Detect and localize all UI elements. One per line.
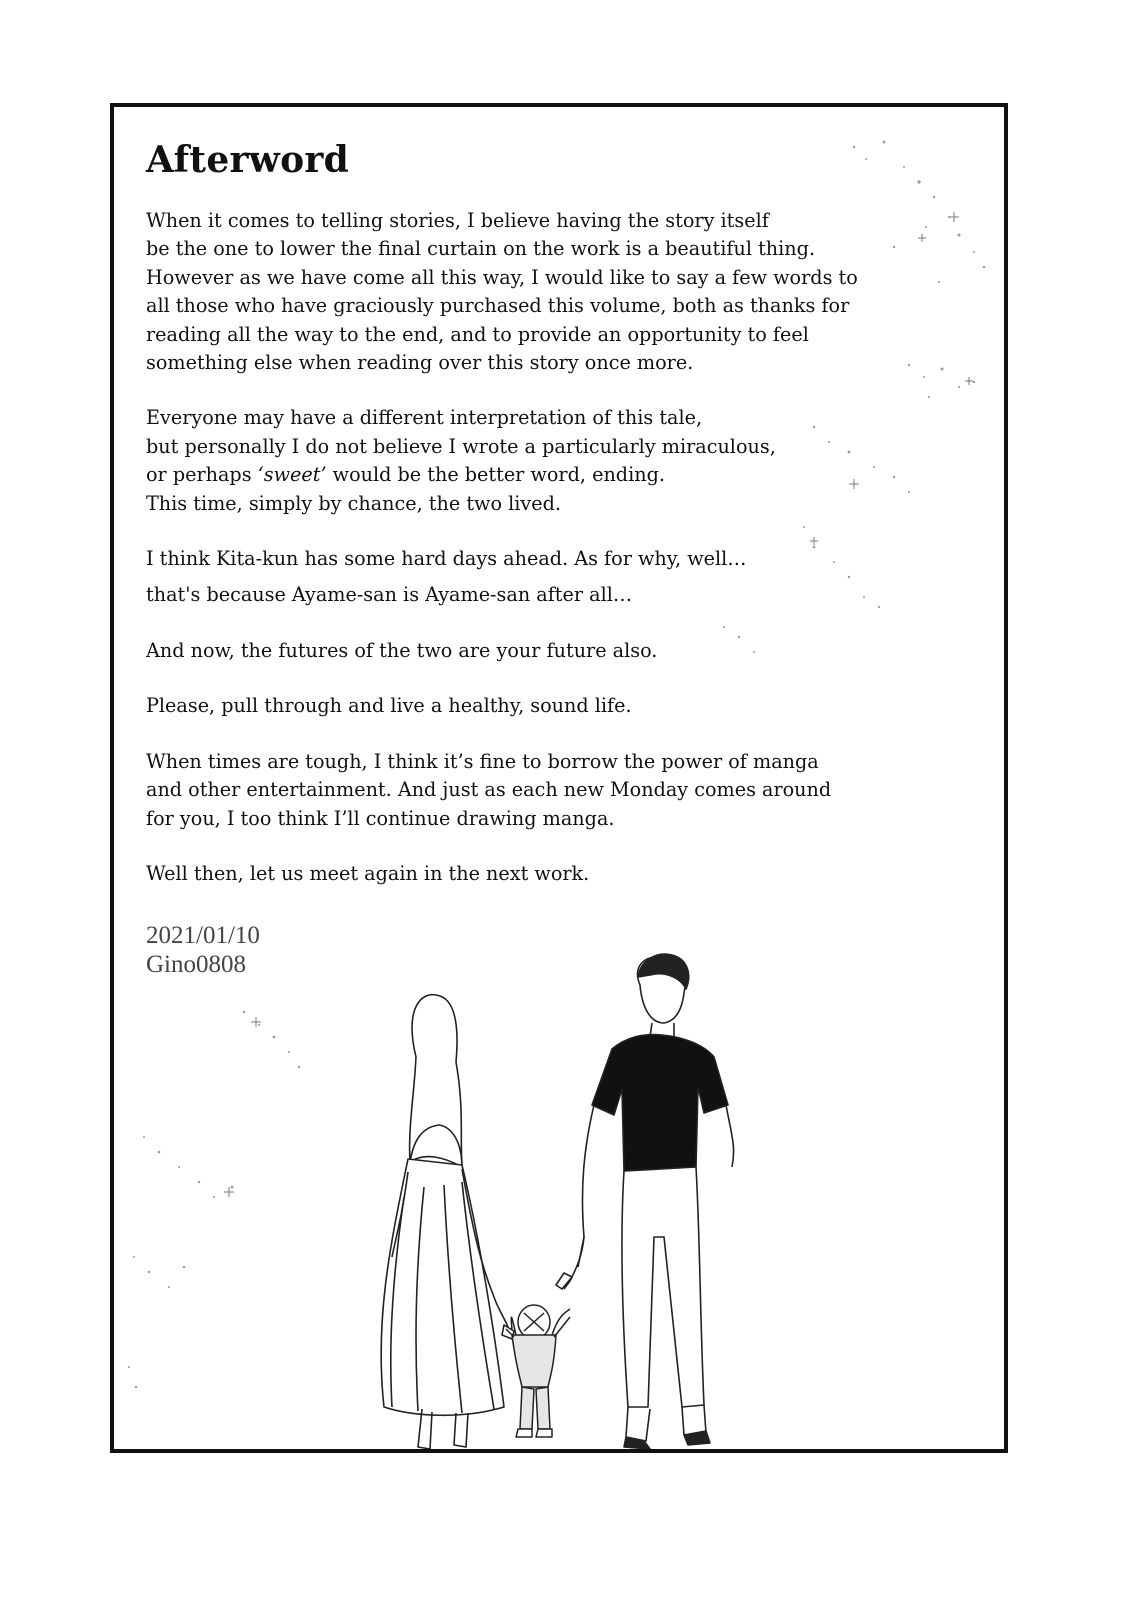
text-line: and other entertainment. And just as each new Monday comes around (146, 778, 832, 802)
page-frame (110, 103, 1008, 1453)
text-line: I think Kita-kun has some hard days ahead. As for why, well… (146, 547, 747, 571)
signature-block (146, 921, 260, 979)
page-title: Afterword (146, 139, 350, 181)
text-line: something else when reading over this story once more. (146, 351, 694, 375)
emphasis-word: ‘sweet’ (257, 463, 327, 487)
text-line: be the one to lower the final curtain on the work is a beautiful thing. (146, 237, 816, 261)
text-line-emphasis (146, 461, 906, 489)
text-line: Everyone may have a different interpretation of this tale, (146, 406, 703, 430)
man-figure (556, 954, 734, 1449)
woman-figure (381, 995, 514, 1449)
text-line: And now, the futures of the two are your future also. (146, 638, 658, 662)
paragraph-7 (146, 860, 906, 888)
paragraph-5 (146, 692, 906, 720)
text-line: all those who have graciously purchased this volume, both as thanks for (146, 294, 850, 318)
text-line: reading all the way to the end, and to provide an opportunity to feel (146, 322, 809, 346)
text-line: When it comes to telling stories, I believe having the story itself (146, 209, 769, 232)
text-fragment: would be the better word, ending. (326, 463, 665, 487)
signature-date: 2021/01/10 (146, 922, 260, 949)
signature-author: Gino0808 (146, 951, 246, 978)
text-line: When times are tough, I think it’s fine to borrow the power of manga (146, 749, 819, 773)
paragraph-2 (146, 404, 906, 518)
paragraph-4 (146, 637, 906, 665)
text-line: However as we have come all this way, I would like to say a few words to (146, 265, 858, 289)
text-line: that's because Ayame-san is Ayame-san after all… (146, 583, 633, 607)
text-line: but personally I do not believe I wrote a particularly miraculous, (146, 434, 776, 458)
paragraph-3 (146, 545, 906, 610)
family-walking-illustration (344, 937, 764, 1453)
child-figure (506, 1305, 570, 1437)
text-line: for you, I too think I’ll continue drawing manga. (146, 806, 615, 830)
text-line: Well then, let us meet again in the next work. (146, 861, 590, 885)
paragraph-1 (146, 207, 906, 377)
text-line: This time, simply by chance, the two lived. (146, 491, 561, 515)
afterword-body (146, 207, 906, 915)
text-fragment: or perhaps (146, 463, 258, 487)
text-line: Please, pull through and live a healthy, sound life. (146, 694, 632, 718)
paragraph-6 (146, 748, 906, 833)
